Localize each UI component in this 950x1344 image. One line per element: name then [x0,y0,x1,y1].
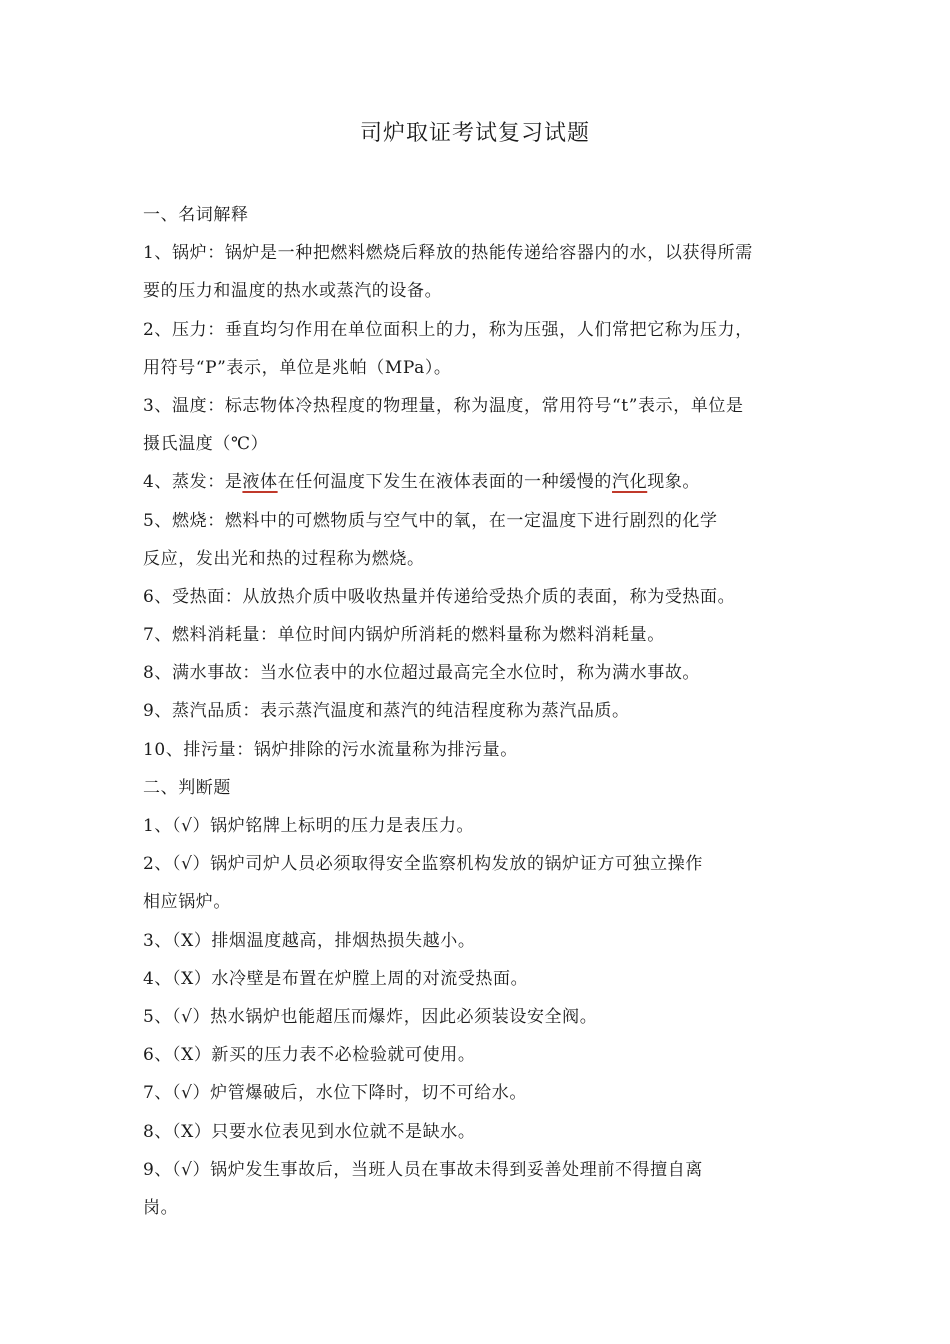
paragraph-line: 7、燃料消耗量：单位时间内锅炉所消耗的燃料量称为燃料消耗量。 [143,625,665,646]
paragraph-line: 相应锅炉。 [143,892,231,913]
paragraph-line-evaporation [143,463,811,501]
paragraph-line: 5、（√）热水锅炉也能超压而爆炸，因此必须装设安全阀。 [143,1006,598,1027]
document-body [143,196,811,1227]
document-title: 司炉取证考试复习试题 [359,121,590,146]
paragraph-line: 岗。 [143,1197,179,1218]
paragraph-line: 要的压力和温度的热水或蒸汽的设备。 [143,281,443,302]
paragraph-line: 摄氏温度（℃） [143,434,269,455]
underlined-term: 汽化 [612,472,648,493]
paragraph-line: 8、满水事故：当水位表中的水位超过最高完全水位时，称为满水事故。 [143,663,701,684]
paragraph-line: 5、燃烧：燃料中的可燃物质与空气中的氧，在一定温度下进行剧烈的化学 [143,510,718,531]
section-heading: 二、判断题 [143,777,231,798]
paragraph-line: 9、（√）锅炉发生事故后，当班人员在事故未得到妥善处理前不得擅自离 [143,1159,703,1180]
text-run: 现象。 [647,472,701,493]
paragraph-line: 反应，发出光和热的过程称为燃烧。 [143,548,425,569]
paragraph-line: 1、锅炉：锅炉是一种把燃料燃烧后释放的热能传递给容器内的水，以获得所需 [143,243,753,264]
paragraph-line: 10、排污量：锅炉排除的污水流量称为排污量。 [143,739,518,760]
paragraph-line: 用符号“P”表示，单位是兆帕（MPa）。 [143,357,452,378]
paragraph-line: 3、温度：标志物体冷热程度的物理量，称为温度，常用符号“t”表示，单位是 [143,395,744,416]
text-run: 4、蒸发：是 [143,472,243,493]
paragraph-line: 9、蒸汽品质：表示蒸汽温度和蒸汽的纯洁程度称为蒸汽品质。 [143,701,630,722]
section-heading: 一、名词解释 [143,205,249,225]
paragraph-line: 4、（X）水冷壁是布置在炉膛上周的对流受热面。 [143,968,529,989]
paragraph-line: 2、压力：垂直均匀作用在单位面积上的力，称为压强，人们常把它称为压力， [143,319,753,340]
paragraph-line: 3、（X）排烟温度越高，排烟热损失越小。 [143,930,476,951]
paragraph-line: 7、（√）炉管爆破后，水位下降时，切不可给水。 [143,1083,527,1104]
paragraph-line: 2、（√）锅炉司炉人员必须取得安全监察机构发放的锅炉证方可独立操作 [143,854,703,875]
paragraph-line: 1、（√）锅炉铭牌上标明的压力是表压力。 [143,816,475,836]
paragraph-line: 8、（X）只要水位表见到水位就不是缺水。 [143,1121,476,1142]
text-run: 在任何温度下发生在液体表面的一种缓慢的 [277,472,613,493]
paragraph-line: 6、（X）新买的压力表不必检验就可使用。 [143,1045,476,1066]
paragraph-line: 6、受热面：从放热介质中吸收热量并传递给受热介质的表面，称为受热面。 [143,586,736,607]
underlined-term: 液体 [242,472,278,493]
